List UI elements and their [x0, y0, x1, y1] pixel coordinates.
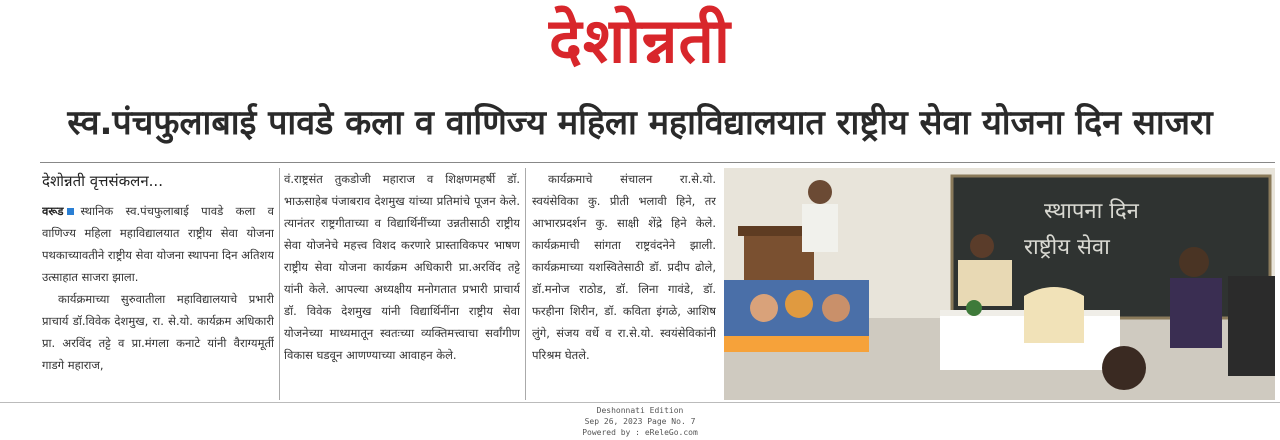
footer-date-page: Sep 26, 2023 Page No. 7 — [584, 417, 696, 426]
article-column-1 — [42, 168, 274, 376]
column-divider — [279, 168, 280, 400]
footer-powered-by[interactable]: Powered by : eReleGo.com — [582, 428, 698, 437]
article-headline: स्व.पंचफुलाबाई पावडे कला व वाणिज्य महिला महाविद्यालयात राष्ट्रीय सेवा योजना दिन साजरा — [67, 103, 1213, 143]
dateline: वरूड — [42, 204, 64, 218]
newspaper-logo[interactable]: देशोन्नती — [549, 4, 731, 77]
article-column-3 — [532, 168, 716, 366]
blackboard-text: राष्ट्रीय सेवा — [1024, 235, 1110, 260]
masthead — [0, 0, 1280, 84]
headline-divider — [40, 162, 1275, 163]
blackboard-text: स्थापना दिन — [1044, 199, 1139, 224]
article-paragraph: कार्यक्रमाच्या सुरुवातीला महाविद्यालयाचे प्रभारी प्राचार्य डॉ.विवेक देशमुख, रा. से.यो. कार्यक्रम अधिकारी प्रा. अरविंद तट्टे व प्रा.मंगला कनाटे यांनी वैराग्यमूर्ती गाडगे महाराज, — [42, 292, 274, 372]
event-photo[interactable] — [724, 168, 1275, 400]
article-paragraph: वं.राष्ट्रसंत तुकडोजी महाराज व शिक्षणमहर्षी डॉ. भाऊसाहेब पंजाबराव देशमुख यांच्या प्रतिमांचे पूजन केले. त्यानंतर राष्ट्रगीताच्या व विद्यार्थिनींच्या उन्नतीसाठी राष्ट्रीय सेवा योजनेचे महत्त्व विशद करणारे प्रास्ताविकपर भाषण राष्ट्रीय सेवा योजना कार्यक्रम अधिकारी प्रा.अरविंद तट्टे यांनी केले. आपल्या अध्यक्षीय मनोगतात प्रभारी प्राचार्य डॉ. विवेक देशमुख यांनी विद्यार्थिनींना राष्ट्रीय सेवा योजनेच्या माध्यमातून स्वतःच्या व्यक्तिमत्त्वाचा सर्वांगीण विकास घडवून आणण्याच्या आवाहन केले. — [284, 172, 520, 362]
paragraph-text: स्थानिक स्व.पंचफुलाबाई पावडे कला व वाणिज्य महिला महाविद्यालयात राष्ट्रीय सेवा योजना पथकाच्यावतीने राष्ट्रीय सेवा योजना स्थापना दिन अतिशय उत्साहात साजरा झाला. — [42, 204, 274, 284]
footer-divider — [0, 402, 1280, 403]
column-divider — [525, 168, 526, 400]
footer-edition: Deshonnati Edition — [596, 406, 684, 415]
page-footer — [0, 405, 1280, 438]
article-paragraph: कार्यक्रमाचे संचालन रा.से.यो. स्वयंसेविका कु. प्रीती भलावी हिने, तर आभारप्रदर्शन कु. साक्षी शेंद्रे हिने केले. कार्यक्रमाची सांगता राष्ट्रवंदनेने झाली. कार्यक्रमाच्या यशस्वितेसाठी डॉ. प्रदीप ढोले, डॉ.मनोज राठोड, डॉ. लिना गावंडे, डॉ. फरहीना शिरीन, डॉ. कविता इंगळे, आशिष लुंगे, संजय वर्धे व रा.से.यो. स्वयंसेविकांनी परिश्रम घेतले. — [532, 172, 716, 362]
event-photo-illustration — [724, 168, 1275, 400]
article-column-2 — [284, 168, 520, 366]
article-paragraph — [42, 200, 274, 288]
bullet-square-icon — [67, 208, 74, 215]
article-byline: देशोन्नती वृत्तसंकलन... — [42, 172, 163, 190]
